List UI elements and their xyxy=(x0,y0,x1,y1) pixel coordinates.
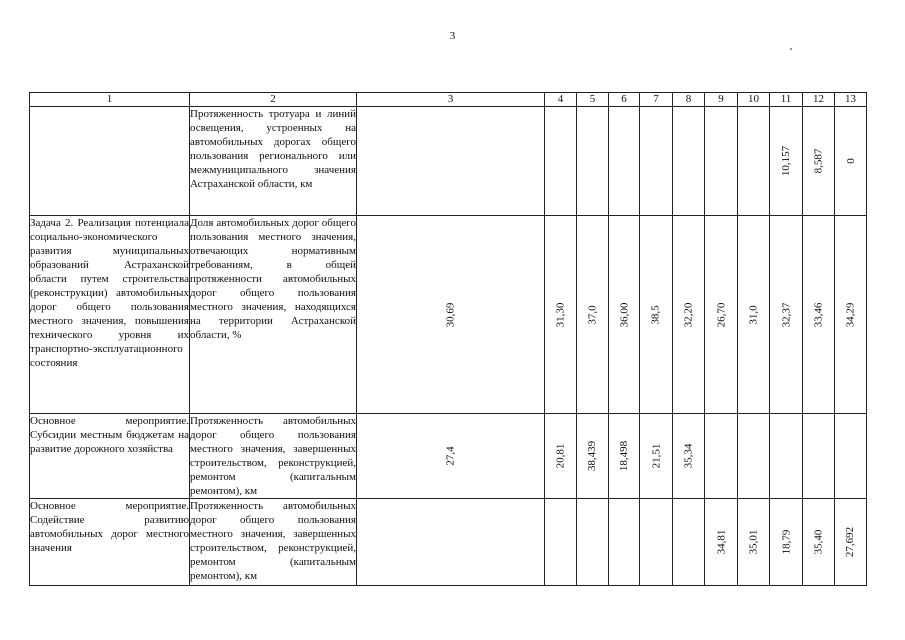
value-cell xyxy=(803,499,835,586)
value-text: 30,69 xyxy=(444,302,457,327)
page-number: 3 xyxy=(449,30,456,42)
header-cell: 13 xyxy=(835,93,867,107)
value-text: 27,692 xyxy=(844,526,857,558)
header-cell: 2 xyxy=(190,93,357,107)
value-cell xyxy=(545,216,577,414)
header-cell: 1 xyxy=(30,93,190,107)
value-cell xyxy=(673,216,705,414)
header-cell: 10 xyxy=(738,93,770,107)
value-text: 10,157 xyxy=(780,145,792,177)
value-cell xyxy=(770,107,803,216)
value-text: 20,81 xyxy=(554,443,567,469)
header-cell: 6 xyxy=(609,93,640,107)
value-text: 35,40 xyxy=(812,529,825,555)
value-cell xyxy=(738,107,770,216)
task-cell: Задача 2. Реализация потенциала социально-экономического развития муниципальных образований Астраханской области путем строительства (реконструкции) автомобильных дорог общего пользования местного значения, повышения технического уровня их транспортно-эксплуатационного состояния xyxy=(30,216,190,414)
value-cell xyxy=(577,414,609,499)
value-text: 18,79 xyxy=(780,529,792,555)
value-cell xyxy=(609,499,640,586)
value-cell xyxy=(803,216,835,414)
value-cell xyxy=(770,499,803,586)
header-cell: 3 xyxy=(357,93,545,107)
value-cell xyxy=(640,414,673,499)
value-cell xyxy=(545,107,577,216)
value-cell xyxy=(738,414,770,499)
value-cell xyxy=(609,107,640,216)
table-row xyxy=(30,414,867,499)
value-text: 26,70 xyxy=(715,302,727,327)
value-text: 31,30 xyxy=(554,302,567,327)
value-cell xyxy=(770,216,803,414)
value-cell xyxy=(770,414,803,499)
value-cell xyxy=(577,499,609,586)
value-text: 27,4 xyxy=(444,446,457,466)
value-text: 34,29 xyxy=(844,302,857,327)
indicator-cell: Протяженность автомобильных дорог общего пользования местного значения, завершенных строительством, реконструкцией, ремонтом (капитальным ремонтом), км xyxy=(190,415,356,497)
table-row xyxy=(30,499,867,586)
header-row xyxy=(30,93,867,107)
value-text: 37,0 xyxy=(586,304,599,325)
value-cell xyxy=(640,107,673,216)
value-cell xyxy=(705,414,738,499)
header-cell: 11 xyxy=(770,93,803,107)
value-cell xyxy=(577,216,609,414)
value-cell xyxy=(357,216,545,414)
data-table xyxy=(29,92,867,586)
value-text: 31,0 xyxy=(747,304,760,325)
value-text: 34,81 xyxy=(715,529,727,555)
value-text: 35,34 xyxy=(682,443,695,469)
value-cell xyxy=(545,499,577,586)
value-text: 38,439 xyxy=(586,440,599,472)
value-cell xyxy=(738,499,770,586)
value-cell xyxy=(835,216,867,414)
header-cell: 12 xyxy=(803,93,835,107)
value-cell xyxy=(609,414,640,499)
value-cell xyxy=(545,414,577,499)
value-text: 8,587 xyxy=(812,148,825,174)
value-text: 32,37 xyxy=(780,302,792,327)
value-cell xyxy=(673,499,705,586)
value-cell xyxy=(640,216,673,414)
header-cell: 7 xyxy=(640,93,673,107)
task-cell: Основное мероприятие. Субсидии местным бюджетам на развитие дорожного хозяйства xyxy=(30,414,190,499)
value-cell xyxy=(673,414,705,499)
value-text: 33,46 xyxy=(812,302,825,327)
value-cell xyxy=(357,107,545,216)
value-cell xyxy=(705,499,738,586)
value-text: 18,498 xyxy=(618,440,631,472)
task-cell: Основное мероприятие. Содействие развитию автомобильных дорог местного значения xyxy=(30,499,190,586)
value-cell xyxy=(640,499,673,586)
header-cell: 9 xyxy=(705,93,738,107)
value-cell xyxy=(835,499,867,586)
header-cell: 4 xyxy=(545,93,577,107)
indicator-cell: Протяженность автомобильных дорог общего пользования местного значения, завершенных строительством, реконструкцией, ремонтом (капитальным ремонтом), км xyxy=(190,499,357,586)
value-text: 35,01 xyxy=(747,529,760,555)
value-text: 38,5 xyxy=(650,304,662,325)
scan-dot xyxy=(790,48,792,50)
value-cell xyxy=(577,107,609,216)
value-cell xyxy=(673,107,705,216)
task-cell xyxy=(30,107,190,216)
table-row xyxy=(30,216,867,414)
value-cell xyxy=(705,107,738,216)
indicator-cell: Протяженность тротуара и линий освещения, устроенных на автомобильных дорогах общего пользования регионального или межмуниципального значения Астраханской области, км xyxy=(190,107,357,216)
value-cell xyxy=(357,414,545,499)
indicator-cell: Доля автомобильных дорог общего пользования местного значения, отвечающих нормативным требованиям, в общей протяженности автомобильных дорог общего пользования местного значения, находящихся на территории Астраханской области, % xyxy=(190,216,357,414)
header-cell: 5 xyxy=(577,93,609,107)
value-cell xyxy=(738,216,770,414)
value-cell xyxy=(803,414,835,499)
value-cell xyxy=(803,107,835,216)
value-cell xyxy=(357,499,545,586)
value-text: 36,00 xyxy=(618,302,630,327)
header-cell: 8 xyxy=(673,93,705,107)
value-cell xyxy=(705,216,738,414)
table-row xyxy=(30,107,867,216)
value-cell xyxy=(609,216,640,414)
value-text: 0 xyxy=(844,158,857,164)
value-cell xyxy=(835,107,867,216)
value-text: 21,51 xyxy=(650,443,662,469)
value-text: 32,20 xyxy=(682,302,695,327)
value-cell xyxy=(835,414,867,499)
